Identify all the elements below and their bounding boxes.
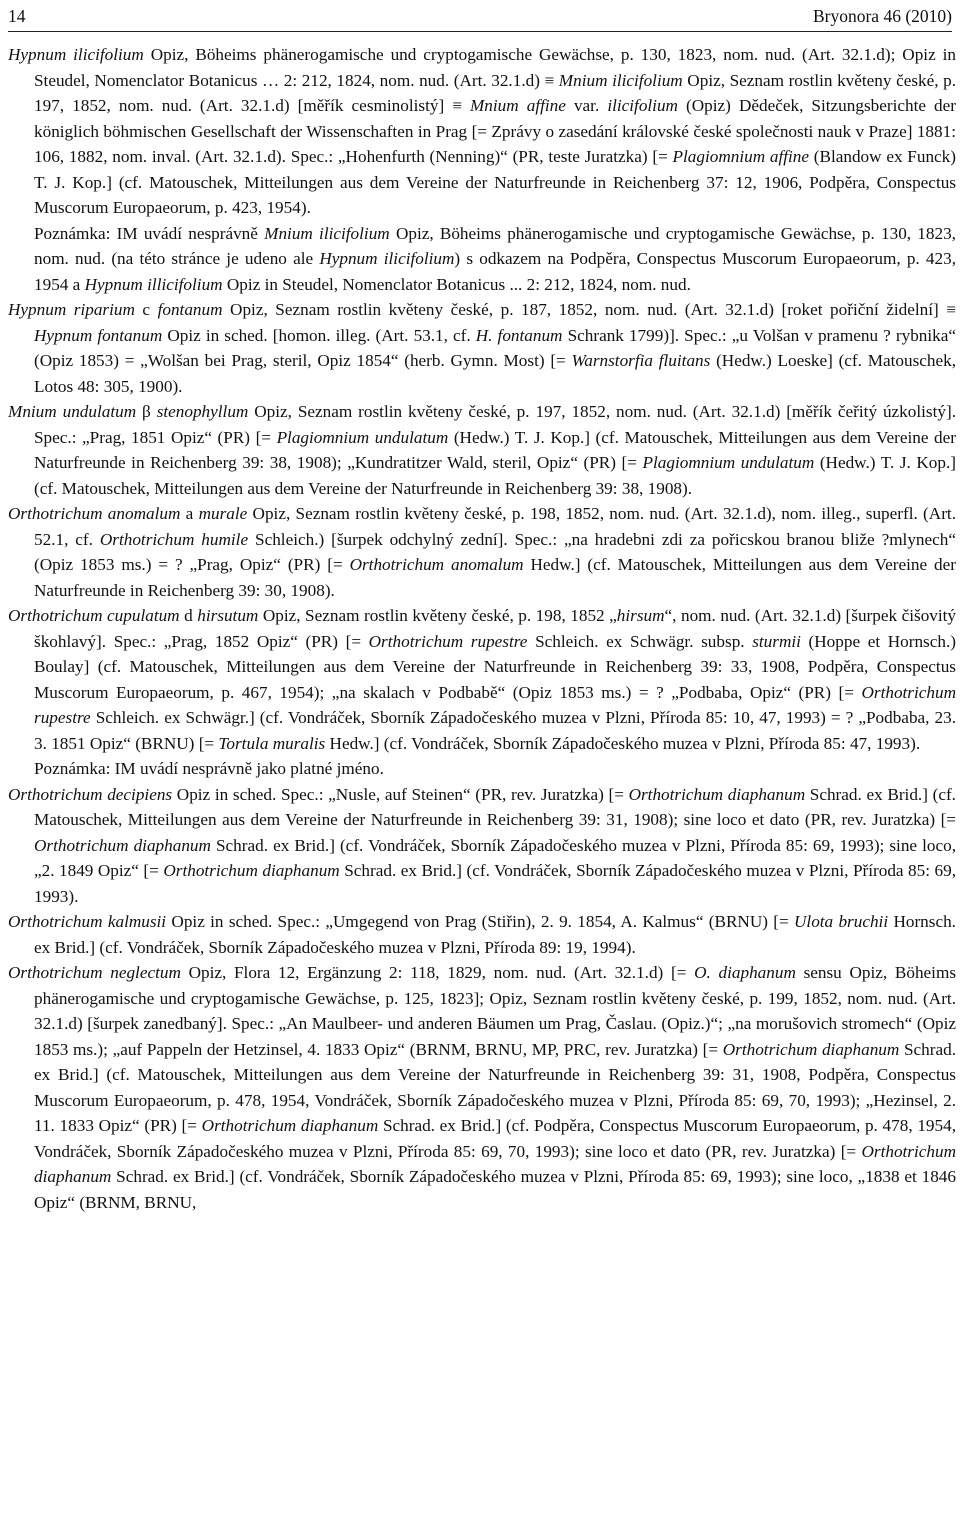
nomenclature-entry [8, 42, 956, 221]
text-run: c [134, 300, 158, 319]
taxon-name: hirsum [616, 606, 665, 625]
text-run: Hornsch. ex Brid.] (cf. Vondráček, Sborník Západočeského muzea v Plzni, Příroda 89: 19, 1994). [34, 912, 956, 957]
text-run: Hedw.] (cf. Vondráček, Sborník Západočeského muzea v Plzni, Příroda 85: 47, 1993). [325, 733, 921, 753]
taxon-name: Orthotrichum diaphanum [163, 861, 340, 880]
header-rule [8, 31, 952, 32]
text-run: Opiz, Seznam rostlin květeny české, p. 197, 1852, nom. nud. (Art. 32.1.d) [měřík čeřitý úzkolistý]. Spec.: „Prag, 1851 Opiz“ (PR) [= [34, 402, 956, 447]
taxon-name: Orthotrichum humile [99, 529, 249, 549]
text-run: “, nom. nud. (Art. 32.1.d) [šurpek čišovitý škohlavý]. Spec.: „Prag, 1852 Opiz“ (PR) [= [34, 606, 957, 651]
nomenclature-entry [8, 909, 956, 960]
text-run: ) s odkazem na Podpěra, Conspectus Muscorum Europaeorum, p. 423, 1954 a [34, 249, 956, 294]
taxon-name: Mnium affine [469, 96, 566, 115]
text-run: Hedw.] (cf. Matouschek, Mitteilungen aus dem Vereine der Naturfreunde in Reichenberg 39: 30, 1908). [34, 555, 957, 600]
taxon-name: Orthotrichum diaphanum [628, 784, 806, 804]
text-run: Opiz, Seznam rostlin květeny české, p. 198, 1852 „ [258, 606, 617, 625]
text-run: Schleich.) [šurpek odchylný zední]. Spec.: „na hradebni zdi za pořicskou branou bliže ?mlynech“ (Opiz 1853 ms.) = ? „Prag, Opiz“ (PR) [= [34, 529, 957, 574]
taxon-name: Plagiomnium undulatum [276, 427, 449, 447]
text-run: var. [565, 96, 608, 115]
nomenclature-entry [8, 603, 957, 756]
taxon-name: sturmii [752, 631, 801, 651]
taxon-name: Orthotrichum diaphanum [722, 1039, 900, 1059]
taxon-name: Orthotrichum neglectum [8, 963, 181, 982]
text-run: (Opiz) Dědeček, Sitzungsberichte der königlich böhmischen Gesellschaft der Wissenschaften in Prag [= Zprávy o zasedání královské české společnosti nauk v Praze] 1881: 106, 1882, nom. inval. (Art. 32.1.d). Spec.: „Hohenfurth (Nenning)“ (PR, teste Juratzka) [= [34, 96, 956, 166]
taxon-name: Warnstorfia fluitans [571, 351, 711, 370]
taxon-name: Orthotrichum diaphanum [34, 1141, 956, 1186]
taxon-name: Hypnum ilicifolium [8, 45, 144, 64]
taxon-name: Plagiomnium undulatum [642, 453, 815, 472]
taxon-name: Orthotrichum rupestre [368, 631, 528, 651]
taxon-name: Orthotrichum anomalum [8, 504, 181, 523]
text-run: (Hedw.) T. J. Kop.] (cf. Matouschek, Mitteilungen aus dem Vereine der Naturfreunde in Reichenberg 39: 38, 1908); „Kundratitzer Wald, steril, Opiz“ (PR) [= [34, 427, 956, 472]
taxon-name: Ulota bruchii [794, 912, 889, 931]
text-run: Opiz in Steudel, Nomenclator Botanicus ... 2: 212, 1824, nom. nud. [222, 274, 691, 294]
taxon-name: Mnium ilicifolium [558, 70, 683, 90]
taxon-name: Mnium undulatum [8, 402, 137, 421]
taxon-name: Orthotrichum diaphanum [34, 835, 211, 855]
entry-note [34, 756, 956, 782]
taxon-name: Hypnum illicifolium [84, 274, 223, 294]
taxon-name: Orthotrichum decipiens [8, 784, 173, 804]
taxon-name: Mnium ilicifolium [264, 223, 390, 243]
taxon-name: Orthotrichum kalmusii [8, 912, 167, 931]
taxon-name: Orthotrichum diaphanum [201, 1116, 379, 1135]
nomenclature-entry [8, 501, 957, 603]
running-title: Bryonora 46 (2010) [812, 6, 952, 26]
text-run: Schrad. ex Brid.] (cf. Matouschek, Mitteilungen aus dem Vereine der Naturfreunde in Reichenberg 39: 31, 1908, Podpěra, Conspectus Muscorum Europaeorum, p. 478, 1954, Vondráček, Sborník Západočeského muzea v Plzni, Příroda 85: 69, 70, 1993); „Hezinsel, 2. 11. 1833 Opiz“ (PR) [= [34, 1039, 956, 1135]
text-run: Schleich. ex Schwägr. subsp. [527, 631, 753, 651]
taxon-name: hirsutum [197, 606, 259, 625]
taxon-name: Hypnum ilicifolium [319, 249, 455, 268]
page-number: 14 [8, 6, 26, 26]
nomenclature-entry [8, 297, 957, 399]
nomenclature-entry [8, 960, 957, 1215]
text-run: Opiz, Seznam rostlin květeny české, p. 187, 1852, nom. nud. (Art. 32.1.d) [roket pořiční židelní] ≡ [222, 300, 956, 319]
text-run: Poznámka: IM uvádí nesprávně [34, 223, 265, 243]
taxon-name: Hypnum riparium [8, 300, 135, 319]
entry-note [34, 221, 956, 298]
taxon-name: O. diaphanum [694, 963, 796, 982]
text-run: Schrank 1799)]. Spec.: „u Volšan v pramenu ? rybnika“ (Opiz 1853) = „Wolšan bei Prag, steril, Opiz 1854“ (herb. Gymn. Most) [= [34, 325, 957, 370]
taxon-name: Hypnum fontanum [34, 325, 163, 345]
nomenclature-entry [8, 782, 956, 910]
text-run: Schrad. ex Brid.] (cf. Vondráček, Sborník Západočeského muzea v Plzni, Příroda 85: 69, 1993); sine loco, „1838 et 1846 Opiz“ (BRNM, BRNU, [34, 1167, 956, 1212]
page-header [8, 4, 952, 28]
nomenclature-entry [8, 399, 956, 501]
taxon-name: ilicifolium [607, 96, 678, 115]
text-run: Opiz, Seznam rostlin květeny české, p. 198, 1852, nom. nud. (Art. 32.1.d), nom. illeg., superfl. (Art. 52.1, cf. [34, 504, 956, 549]
taxon-name: Tortula muralis [218, 733, 326, 753]
text-run: Opiz, Flora 12, Ergänzung 2: 118, 1829, nom. nud. (Art. 32.1.d) [= [180, 963, 695, 982]
taxon-name: murale [198, 504, 248, 523]
text-run: Opiz, Böheims phänerogamische und cryptogamische Gewächse, p. 130, 1823, nom. nud. (na této stránce je udeno ale [34, 223, 956, 268]
text-run: Poznámka: IM uvádí nesprávně jako platné jméno. [34, 759, 384, 778]
text-run: Opiz, Seznam rostlin květeny české, p. 197, 1852, nom. nud. (Art. 32.1.d) [měřík cesminolistý] ≡ [34, 70, 956, 115]
text-run: Opiz in sched. [homon. illeg. (Art. 53.1, cf. [162, 325, 476, 345]
text-run: sensu Opiz, Böheims phänerogamische und cryptogamische Gewächse, p. 125, 1823]; Opiz, Seznam rostlin květeny české, p. 199, 1852, nom. nud. (Art. 32.1.d) [šurpek zanedbaný]. Spec.: „An Maulbeer- und anderen Bäumen um Prag, Časlau. (Opiz.)“; „na morušovich stromech“ (Opiz 1853 ms.); „auf Pappeln der Hetzinsel, 4. 1833 Opiz“ (BRNM, BRNU, MP, PRC, rev. Juratzka) [= [34, 963, 957, 1059]
taxon-name: Orthotrichum rupestre [34, 682, 956, 727]
text-run: d [179, 606, 198, 625]
text-run: a [180, 504, 199, 523]
text-run: (Hedw.) Loeske] (cf. Matouschek, Lotos 48: 305, 1900). [34, 351, 956, 396]
taxon-name: H. fontanum [475, 325, 563, 345]
taxon-name: Plagiomnium affine [672, 147, 810, 166]
text-run: Schleich. ex Schwägr.] (cf. Vondráček, Sborník Západočeského muzea v Plzni, Příroda 85: 10, 47, 1993) = ? „Podbaba, 23. 3. 1851 Opiz“ (BRNU) [= [34, 708, 956, 753]
text-run: Schrad. ex Brid.] (cf. Vondráček, Sborník Západočeského muzea v Plzni, Příroda 85: 69, 1993); sine loco, „2. 1849 Opiz“ [= [34, 835, 956, 880]
text-run: Opiz in sched. Spec.: „Nusle, auf Steinen“ (PR, rev. Juratzka) [= [172, 784, 629, 804]
text-run: (Hedw.) T. J. Kop.] (cf. Matouschek, Mitteilungen aus dem Vereine der Naturfreunde in Reichenberg 39: 38, 1908). [34, 453, 956, 498]
taxon-name: stenophyllum [156, 402, 249, 421]
text-run: Schrad. ex Brid.] (cf. Vondráček, Sborník Západočeského muzea v Plzni, Příroda 85: 69, 1993). [34, 861, 956, 906]
taxon-name: fontanum [157, 300, 223, 319]
taxon-name: Orthotrichum anomalum [349, 555, 524, 574]
text-run: Schrad. ex Brid.] (cf. Matouschek, Mitteilungen aus dem Vereine der Naturfreunde in Reichenberg 39: 31, 1908); sine loco et dato (PR, rev. Juratzka) [= [34, 784, 956, 829]
text-run: β [136, 402, 157, 421]
text-run: (Blandow ex Funck) T. J. Kop.] (cf. Matouschek, Mitteilungen aus dem Vereine der Naturfreunde in Reichenberg 37: 12, 1906, Podpěra, Conspectus Muscorum Europaeorum, p. 423, 1954). [34, 147, 956, 217]
text-run: Schrad. ex Brid.] (cf. Podpěra, Conspectus Muscorum Europaeorum, p. 478, 1954, Vondráček, Sborník Západočeského muzea v Plzni, Příroda 85: 69, 70, 1993); sine loco et dato (PR, rev. Juratzka) [= [34, 1116, 956, 1161]
text-run: (Hoppe et Hornsch.) Boulay] (cf. Matouschek, Mitteilungen aus dem Vereine der Naturfreunde in Reichenberg 39: 33, 1908, Podpěra, Conspectus Muscorum Europaeorum, p. 467, 1954); „na skalach v Podbabě“ (Opiz 1853 ms.) = ? „Podbaba, Opiz“ (PR) [= [34, 631, 956, 702]
document-body [8, 42, 956, 1215]
text-run: Opiz, Böheims phänerogamische und cryptogamische Gewächse, p. 130, 1823, nom. nud. (Art. 32.1.d); Opiz in Steudel, Nomenclator Botanicus … 2: 212, 1824, nom. nud. (Art. 32.1.d) ≡ [34, 45, 956, 90]
taxon-name: Orthotrichum cupulatum [8, 606, 180, 625]
text-run: Opiz in sched. Spec.: „Umgegend von Prag (Stiřin), 2. 9. 1854, A. Kalmus“ (BRNU) [= [166, 912, 794, 931]
